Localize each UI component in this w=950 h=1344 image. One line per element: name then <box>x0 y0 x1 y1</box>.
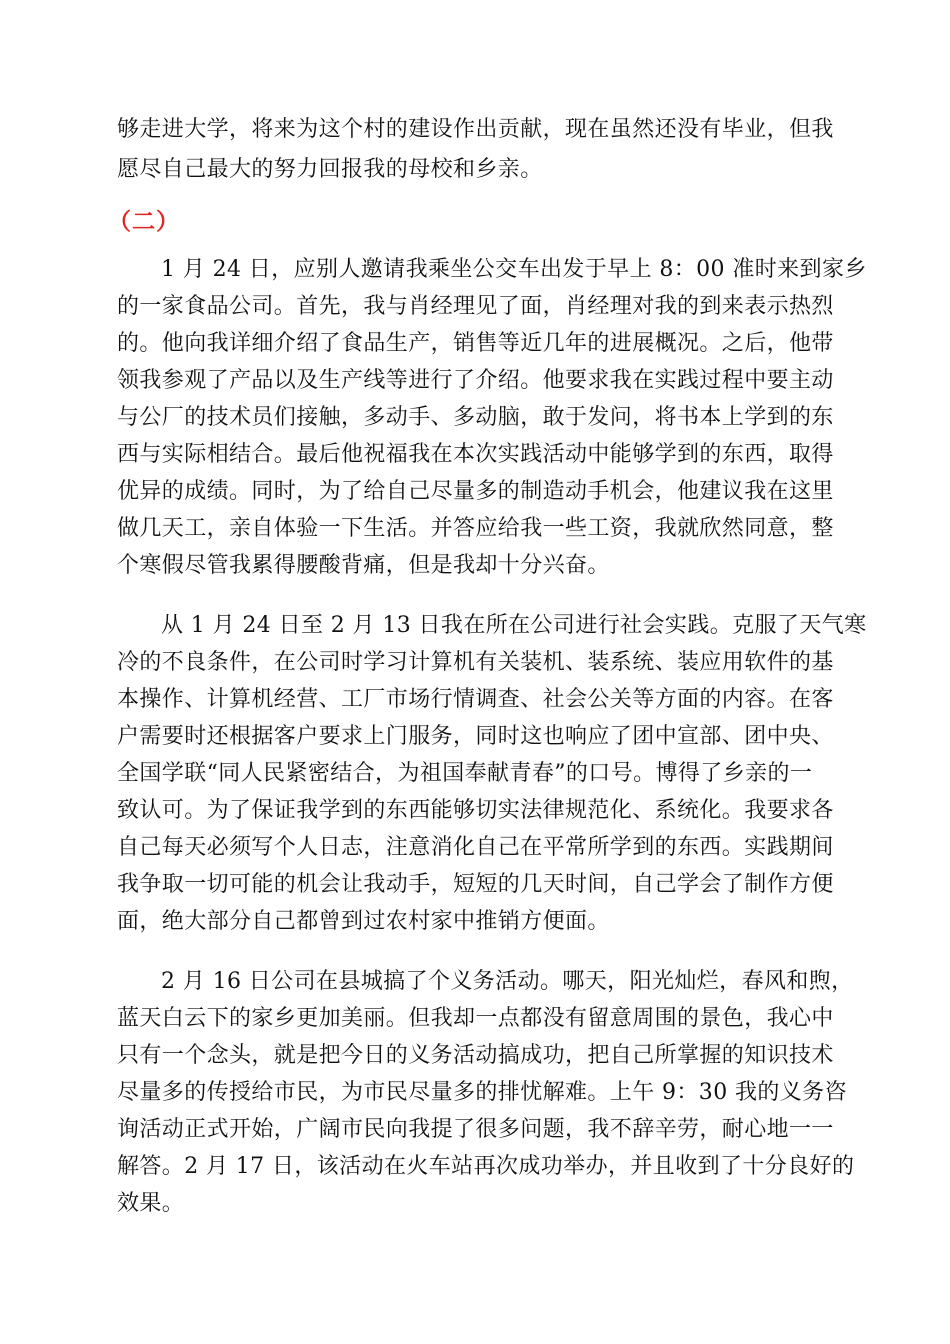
paragraph-line: 解答。2 月 17 日，该活动在火车站再次成功举办，并且收到了十分良好的 <box>117 1154 855 1179</box>
section-heading: （二） <box>108 208 180 235</box>
paragraph-line: 全国学联“同人民紧密结合，为祖国奉献青春”的口号。博得了乡亲的一 <box>117 761 813 786</box>
paragraph-line: 面，绝大部分自己都曾到过农村家中推销方便面。 <box>117 909 610 934</box>
paragraph-line: 做几天工，亲自体验一下生活。并答应给我一些工资，我就欣然同意，整 <box>117 516 834 541</box>
paragraph-line: 的一家食品公司。首先，我与肖经理见了面，肖经理对我的到来表示热烈 <box>117 294 834 319</box>
paragraph-line: 效果。 <box>117 1191 185 1216</box>
paragraph-line: 与公厂的技术员们接触，多动手、多动脑，敢于发问，将书本上学到的东 <box>117 405 834 430</box>
paragraph-line: 我争取一切可能的机会让我动手，短短的几天时间，自己学会了制作方便 <box>117 872 834 897</box>
paragraph-line: 领我参观了产品以及生产线等进行了介绍。他要求我在实践过程中要主动 <box>117 368 834 393</box>
paragraph-line: 从 1 月 24 日至 2 月 13 日我在所在公司进行社会实践。克服了天气寒 <box>161 613 867 638</box>
paragraph-line: 蓝天白云下的家乡更加美丽。但我却一点都没有留意周围的景色，我心中 <box>117 1006 834 1031</box>
text-line: 够走进大学，将来为这个村的建设作出贡献，现在虽然还没有毕业，但我 <box>117 117 834 142</box>
paragraph-line: 尽量多的传授给市民，为市民尽量多的排忧解难。上午 9：30 我的义务咨 <box>117 1080 847 1105</box>
paragraph-line: 户需要时还根据客户要求上门服务，同时这也响应了团中宣部、团中央、 <box>117 724 834 749</box>
paragraph-line: 2 月 16 日公司在县城搞了个义务活动。哪天，阳光灿烂，春风和煦， <box>161 969 854 994</box>
paragraph-line: 询活动正式开始，广阔市民向我提了很多问题，我不辞辛劳，耐心地一一 <box>117 1117 834 1142</box>
paragraph-line: 冷的不良条件，在公司时学习计算机有关装机、装系统、装应用软件的基 <box>117 650 834 675</box>
text-line: 愿尽自己最大的努力回报我的母校和乡亲。 <box>117 157 543 182</box>
paragraph-line: 优异的成绩。同时，为了给自己尽量多的制造动手机会，他建议我在这里 <box>117 479 834 504</box>
paragraph-line: 西与实际相结合。最后他祝福我在本次实践活动中能够学到的东西，取得 <box>117 442 834 467</box>
paragraph-line: 个寒假尽管我累得腰酸背痛，但是我却十分兴奋。 <box>117 553 610 578</box>
paragraph-line: 致认可。为了保证我学到的东西能够切实法律规范化、系统化。我要求各 <box>117 798 834 823</box>
paragraph-line: 的。他向我详细介绍了食品生产，销售等近几年的进展概况。之后，他带 <box>117 331 834 356</box>
paragraph-line: 本操作、计算机经营、工厂市场行情调查、社会公关等方面的内容。在客 <box>117 687 834 712</box>
paragraph-line: 1 月 24 日，应别人邀请我乘坐公交车出发于早上 8：00 准时来到家乡 <box>161 257 867 282</box>
paragraph-line: 自己每天必须写个人日志，注意消化自己在平常所学到的东西。实践期间 <box>117 835 834 860</box>
paragraph-line: 只有一个念头，就是把今日的义务活动搞成功，把自己所掌握的知识技术 <box>117 1043 834 1068</box>
